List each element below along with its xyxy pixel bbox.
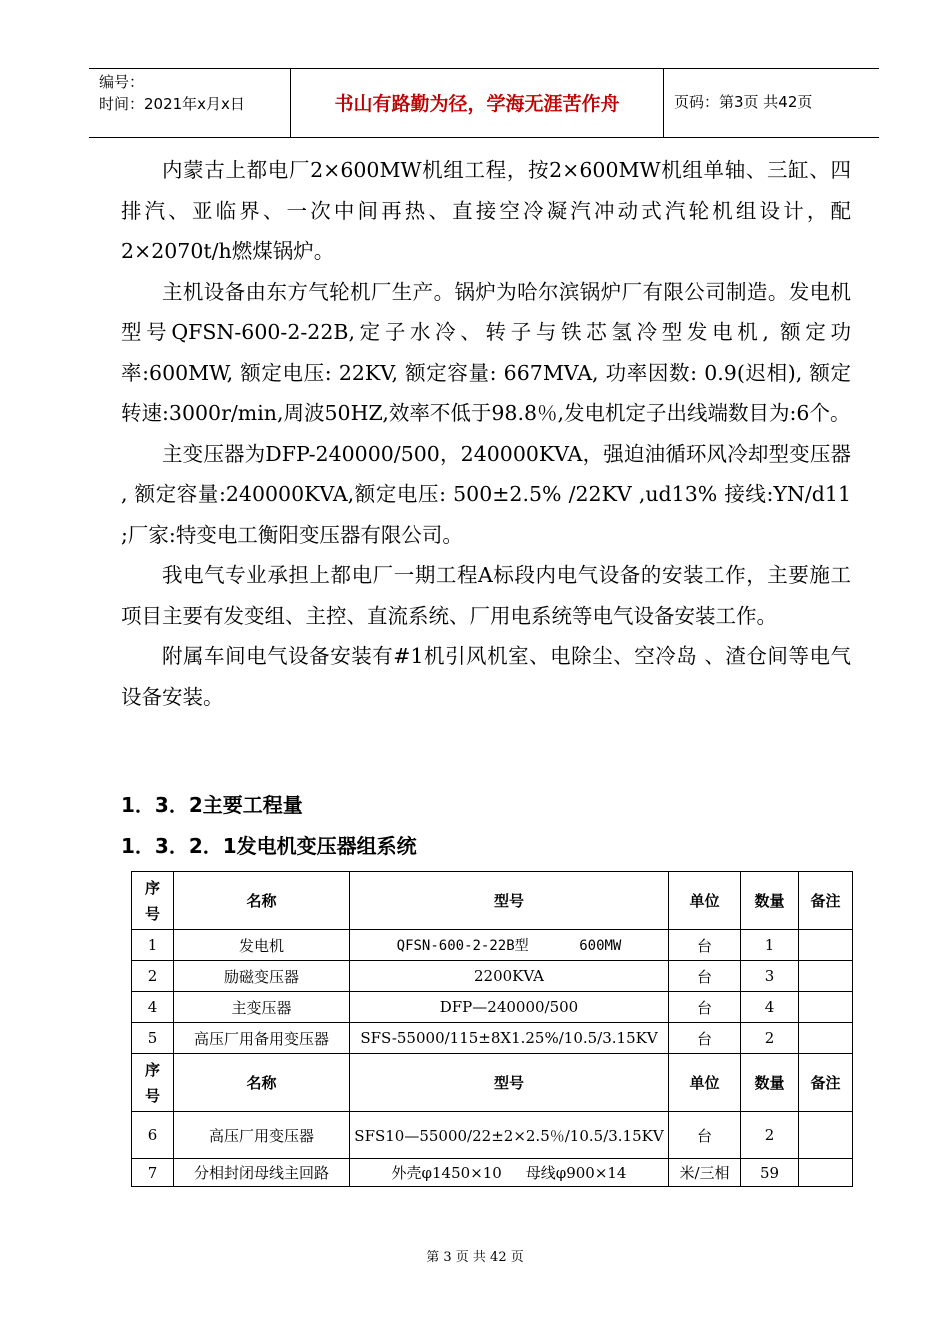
header-qty: 数量 [741, 872, 799, 930]
header-name: 名称 [174, 872, 350, 930]
cell-note [799, 930, 853, 961]
table-row [132, 930, 853, 961]
cell-seq: 6 [132, 1112, 174, 1159]
header-note: 备注 [799, 1054, 853, 1112]
table-row [132, 992, 853, 1023]
cell-unit: 台 [669, 1023, 741, 1054]
cell-qty: 2 [741, 1023, 799, 1054]
table-header-row [132, 1054, 853, 1112]
table-row [132, 961, 853, 992]
section-heading: 1．3．2主要工程量 [121, 793, 303, 817]
cell-model: DFP—240000/500 [350, 992, 669, 1023]
cell-model: SFS-55000/115±8X1.25%/10.5/3.15KV [350, 1023, 669, 1054]
header-seq: 序 号 [132, 872, 174, 930]
cell-seq: 2 [132, 961, 174, 992]
cell-name: 主变压器 [174, 992, 350, 1023]
header-unit: 单位 [669, 872, 741, 930]
page-header [89, 68, 879, 138]
paragraph: 主机设备由东方气轮机厂生产。锅炉为哈尔滨锅炉厂有限公司制造。发电机型号QFSN-600-2-22B,定子水冷、转子与铁芯氢冷型发电机, 额定功率:600MW, 额定电压: 22KV, 额定容量: 667MVA, 功率因数: 0.9(迟相), 额定转速:3000r/min,周波50HZ,效率不低于98.8％,发电机定子出线端数目为:6个。 [121, 279, 851, 425]
cell-model: SFS10—55000/22±2×2.5％/10.5/3.15KV [350, 1112, 669, 1159]
cell-name: 高压厂用变压器 [174, 1112, 350, 1159]
table-header-row [132, 872, 853, 930]
cell-note [799, 992, 853, 1023]
cell-unit: 台 [669, 961, 741, 992]
cell-name: 发电机 [174, 930, 350, 961]
quantity-table [131, 871, 853, 1187]
cell-note [799, 1112, 853, 1159]
cell-seq: 7 [132, 1159, 174, 1187]
header-model: 型号 [350, 872, 669, 930]
cell-qty: 3 [741, 961, 799, 992]
header-note: 备注 [799, 872, 853, 930]
cell-unit: 台 [669, 1112, 741, 1159]
cell-qty: 4 [741, 992, 799, 1023]
header-seq: 序 号 [132, 1054, 174, 1112]
cell-unit: 米/三相 [669, 1159, 741, 1187]
header-motto: 书山有路勤为径，学海无涯苦作舟 [334, 93, 620, 115]
cell-qty: 2 [741, 1112, 799, 1159]
paragraph: 主变压器为DFP-240000/500，240000KVA，强迫油循环风冷却型变压器 , 额定容量:240000KVA,额定电压: 500±2.5% /22KV ,ud13% 接线:YN/d11 ;厂家:特变电工衡阳变压器有限公司。 [121, 441, 851, 547]
subsection-heading: 1．3．2．1发电机变压器组系统 [121, 834, 417, 858]
cell-qty: 59 [741, 1159, 799, 1187]
header-page-info: 页码：第3页 共42页 [674, 93, 813, 111]
page-footer: 第 3 页 共 42 页 [426, 1250, 524, 1265]
header-model: 型号 [350, 1054, 669, 1112]
header-name: 名称 [174, 1054, 350, 1112]
paragraph: 内蒙古上都电厂2×600MW机组工程，按2×600MW机组单轴、三缸、四排汽、亚临界、一次中间再热、直接空冷凝汽冲动式汽轮机组设计，配2×2070t/h燃煤锅炉。 [121, 158, 851, 263]
cell-model: 外壳φ1450×10 母线φ900×14 [350, 1159, 669, 1187]
cell-model: 2200KVA [350, 961, 669, 992]
cell-name: 高压厂用备用变压器 [174, 1023, 350, 1054]
cell-seq: 4 [132, 992, 174, 1023]
paragraph: 附属车间电气设备安装有#1机引风机室、电除尘、空冷岛 、渣仓间等电气设备安装。 [121, 644, 851, 709]
cell-note [799, 1023, 853, 1054]
paragraph: 我电气专业承担上都电厂一期工程A标段内电气设备的安装工作，主要施工项目主要有发变组、主控、直流系统、厂用电系统等电气设备安装工作。 [121, 563, 851, 628]
header-time: 时间：2021年x月x日 [99, 95, 245, 113]
header-unit: 单位 [669, 1054, 741, 1112]
cell-seq: 1 [132, 930, 174, 961]
table-row [132, 1159, 853, 1187]
cell-qty: 1 [741, 930, 799, 961]
header-meta [99, 71, 245, 115]
header-qty: 数量 [741, 1054, 799, 1112]
cell-name: 励磁变压器 [174, 961, 350, 992]
header-number: 编号： [99, 73, 145, 91]
cell-unit: 台 [669, 930, 741, 961]
table-row [132, 1112, 853, 1159]
cell-name: 分相封闭母线主回路 [174, 1159, 350, 1187]
cell-model: QFSN-600-2-22B型 600MW [350, 930, 669, 961]
header-divider [663, 69, 664, 137]
table-row [132, 1023, 853, 1054]
cell-seq: 5 [132, 1023, 174, 1054]
body-text [121, 150, 851, 717]
cell-note [799, 1159, 853, 1187]
cell-unit: 台 [669, 992, 741, 1023]
cell-note [799, 961, 853, 992]
